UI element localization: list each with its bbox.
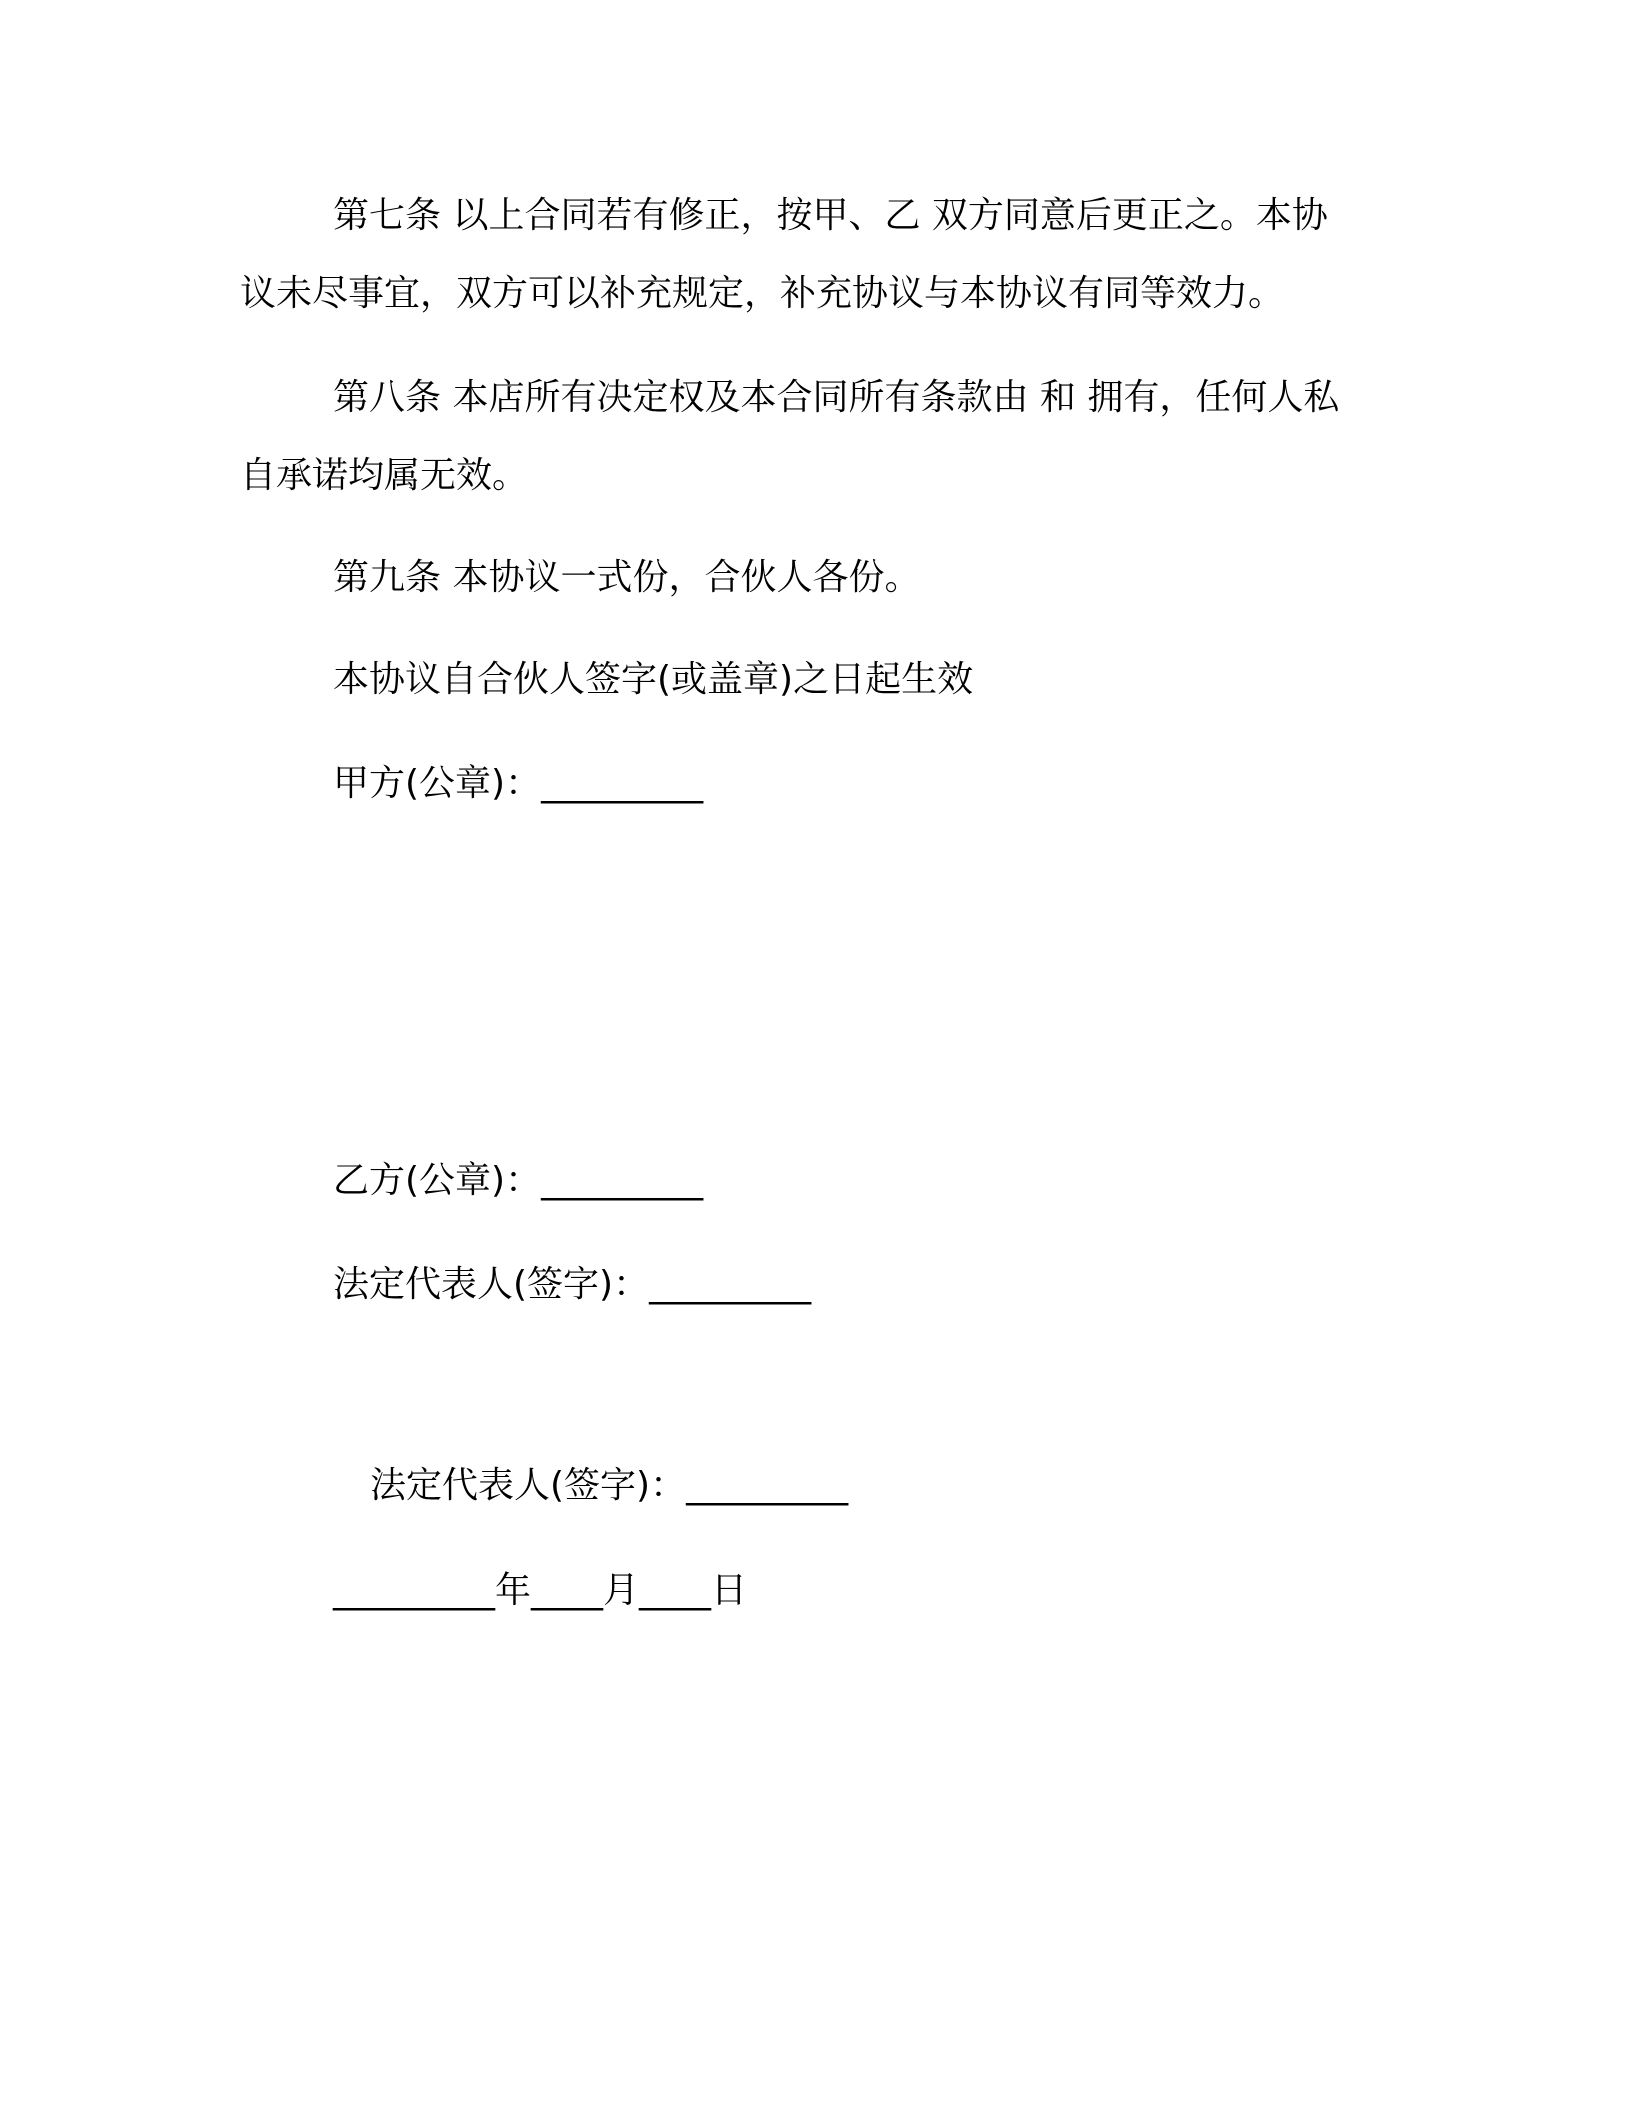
- article-7-line-1: 第七条 以上合同若有修正，按甲、乙 双方同意后更正之。本协: [333, 195, 1328, 236]
- legal-representative-signature-line: 法定代表人(签字)：_________: [333, 1264, 812, 1305]
- date-line: _________年____月____日: [333, 1570, 747, 1611]
- article-8-line-2: 自承诺均属无效。: [240, 455, 529, 496]
- article-7-line-2: 议未尽事宜，双方可以补充规定，补充协议与本协议有同等效力。: [240, 273, 1285, 314]
- legal-representative-signature-line-2: 法定代表人(签字)：_________: [370, 1465, 849, 1506]
- effective-clause: 本协议自合伙人签字(或盖章)之日起生效: [333, 659, 974, 700]
- article-8-line-1: 第八条 本店所有决定权及本合同所有条款由 和 拥有，任何人私: [333, 377, 1340, 418]
- article-9: 第九条 本协议一式份，合伙人各份。: [333, 557, 921, 598]
- party-b-seal-line: 乙方(公章)：_________: [333, 1160, 704, 1201]
- party-a-seal-line: 甲方(公章)：_________: [333, 763, 704, 804]
